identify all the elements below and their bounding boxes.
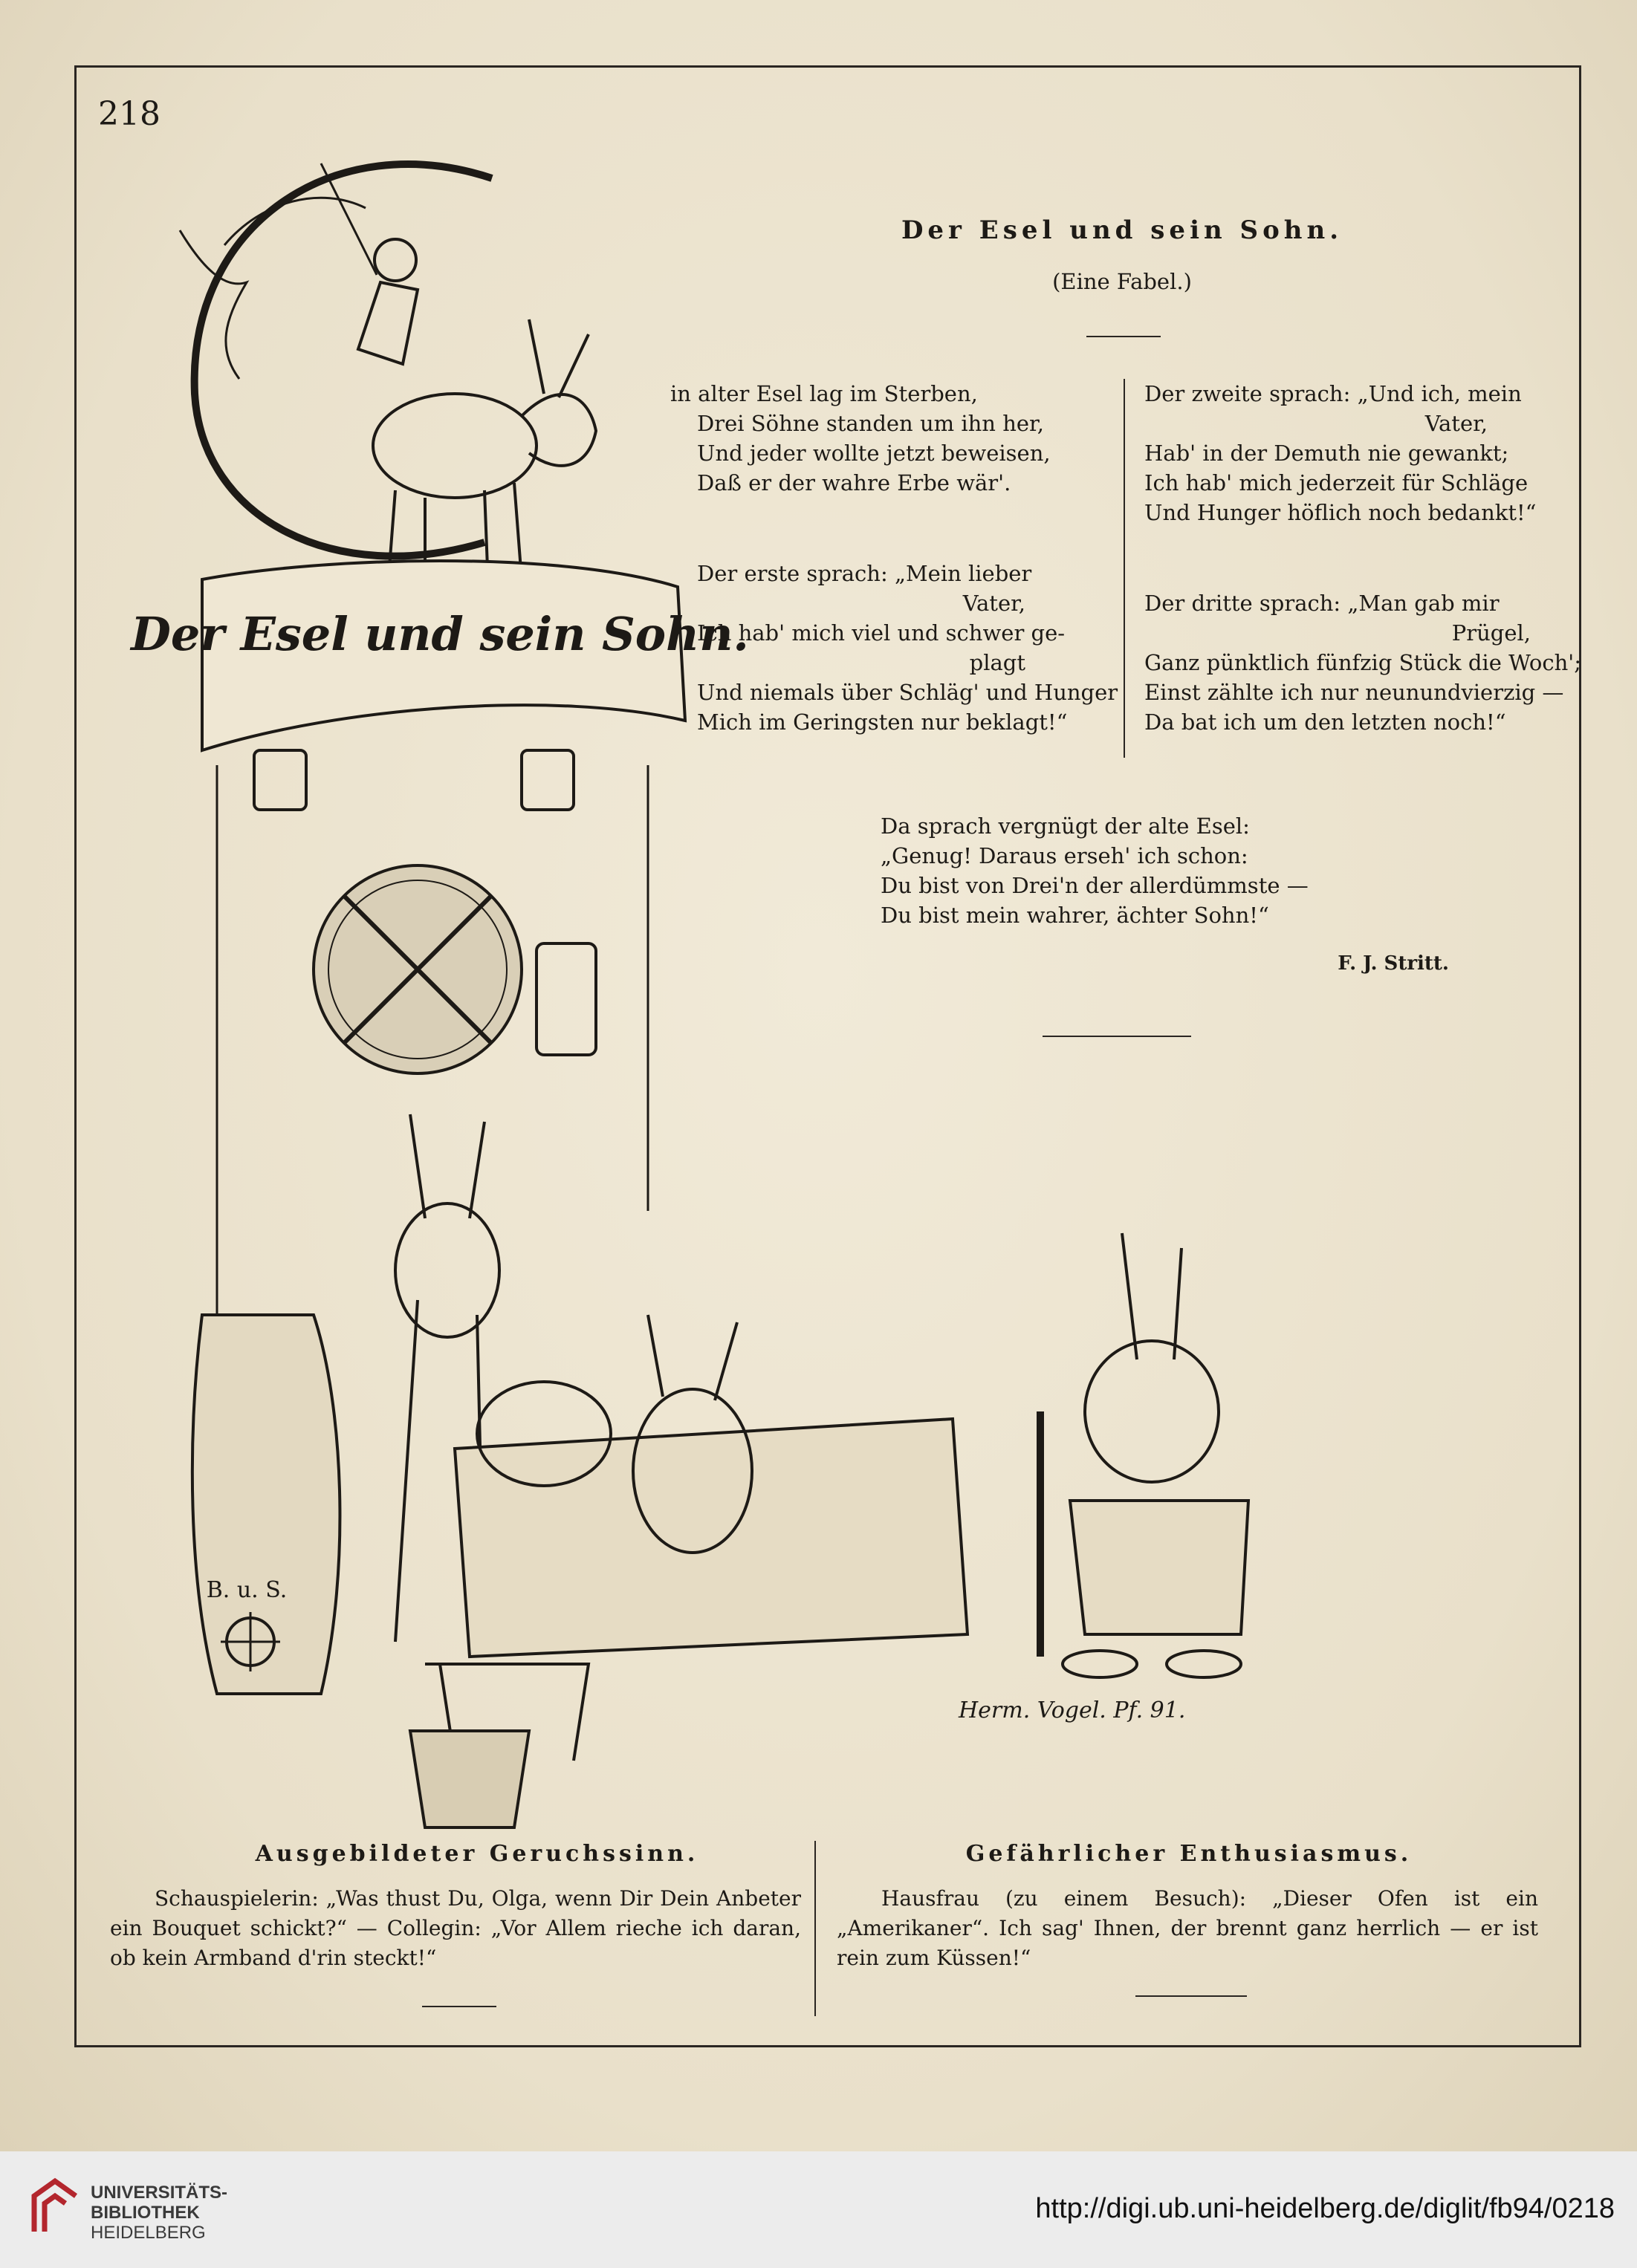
- poem-line: Und Hunger höflich noch bedankt!“: [1144, 500, 1537, 525]
- poem-line: Daß er der wahre Erbe wär'.: [697, 470, 1011, 495]
- poem-author: F. J. Stritt.: [1338, 952, 1449, 975]
- poem-line: Mich im Geringsten nur beklagt!“: [697, 709, 1068, 735]
- page-number: 218: [98, 95, 161, 133]
- bed: [455, 1419, 967, 1657]
- poem-line: Vater,: [962, 591, 1025, 616]
- stanza-2: [697, 559, 1118, 737]
- banner-title-text: Der Esel und sein Sohn.: [131, 607, 749, 661]
- section-title-geruchssinn: Ausgebildeter Geruchssinn.: [255, 1841, 699, 1867]
- section-end-rule: [422, 2006, 496, 2007]
- lantern: [537, 943, 596, 1055]
- poem-line: Der erste sprach: „Mein lieber: [697, 561, 1032, 586]
- donkey-deathbed-illustration: [131, 97, 749, 1827]
- poem-line: „Genug! Daraus erseh' ich schon:: [881, 843, 1248, 868]
- poem-line: Und niemals über Schläg' und Hunger: [697, 680, 1118, 705]
- artist-signature: Herm. Vogel. Pf. 91.: [959, 1697, 1186, 1723]
- library-name-line: BIBLIOTHEK: [91, 2203, 200, 2223]
- poem-line: Der zweite sprach: „Und ich, mein: [1144, 381, 1522, 406]
- section-text-enthusiasmus: Hausfrau (zu einem Besuch): „Dieser Ofen ist ein „Amerikaner“. Ich sag' Ihnen, der brennt ganz herrlich — er ist rein zum Küssen!“: [837, 1886, 1538, 1970]
- library-name-line: HEIDELBERG: [91, 2223, 206, 2243]
- poem-line: Drei Söhne standen um ihn her,: [697, 411, 1044, 436]
- donkey-body: [373, 394, 537, 498]
- section-divider: [814, 1841, 816, 2016]
- poem-line: Prügel,: [1451, 620, 1531, 646]
- university-library-logo-icon: [30, 2177, 82, 2236]
- section-title-enthusiasmus: Gefährlicher Enthusiasmus.: [965, 1841, 1413, 1867]
- stanza-4: [1144, 588, 1582, 737]
- crying-donkey-son: [1025, 1218, 1278, 1686]
- poem-line: Ganz pünktlich fünfzig Stück die Woch';: [1144, 650, 1582, 675]
- permalink-url[interactable]: http://digi.ub.uni-heidelberg.de/diglit/fb94/0218: [1035, 2193, 1615, 2224]
- sack-mark: B. u. S.: [206, 1577, 288, 1603]
- stanza-5: [881, 811, 1341, 930]
- poem-line: plagt: [969, 650, 1025, 675]
- library-name-line: UNIVERSITÄTS-: [91, 2183, 228, 2203]
- library-footer: [0, 2151, 1637, 2268]
- poem-line: Ich hab' mich jederzeit für Schläge: [1144, 470, 1529, 495]
- stanza-3: [1144, 379, 1553, 527]
- section-text-geruchssinn: Schauspielerin: „Was thust Du, Olga, wenn Dir Dein Anbeter ein Bouquet schickt?“ — Collegin: „Vor Allem rieche ich daran, ob kein Armband d'rin steckt!“: [110, 1886, 801, 1970]
- poem-line: Und jeder wollte jetzt beweisen,: [697, 441, 1051, 466]
- poem-line: Ich hab' mich viel und schwer ge-: [697, 620, 1066, 646]
- section-end-rule: [1135, 1995, 1247, 1997]
- library-name: [91, 2183, 227, 2243]
- title-rule: [1086, 336, 1161, 337]
- poem-line: Du bist von Drei'n der allerdümmste —: [881, 873, 1309, 898]
- poem-line: Da bat ich um den letzten noch!“: [1144, 709, 1506, 735]
- poem-line: Einst zählte ich nur neunundvierzig —: [1144, 680, 1564, 705]
- poem-end-rule: [1043, 1036, 1191, 1037]
- poem-line: Der dritte sprach: „Man gab mir: [1144, 591, 1500, 616]
- poem-title: Der Esel und sein Sohn.: [901, 215, 1343, 245]
- poem-line: Da sprach vergnügt der alte Esel:: [881, 813, 1250, 839]
- bucket: [410, 1731, 529, 1827]
- column-divider: [1124, 379, 1125, 758]
- poem-subtitle: (Eine Fabel.): [1052, 269, 1192, 294]
- poem-line: Vater,: [1424, 411, 1488, 436]
- poem-line: in alter Esel lag im Sterben,: [670, 381, 978, 406]
- sack: [192, 1315, 340, 1694]
- rider-head: [375, 239, 416, 281]
- poem-line: Hab' in der Demuth nie gewankt;: [1144, 441, 1509, 466]
- stanza-1: [670, 379, 1101, 498]
- poem-line: Du bist mein wahrer, ächter Sohn!“: [881, 903, 1269, 928]
